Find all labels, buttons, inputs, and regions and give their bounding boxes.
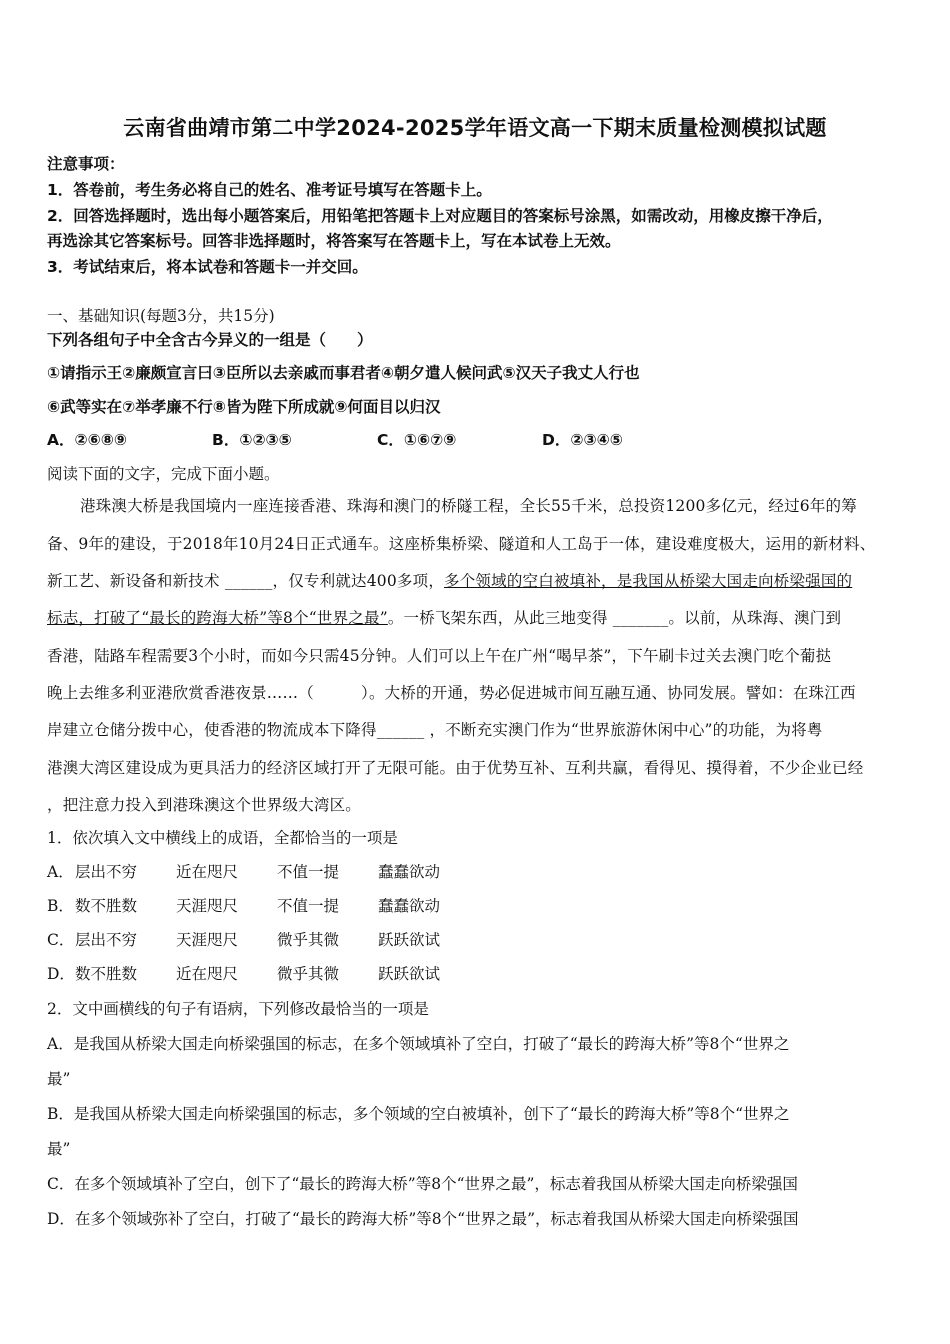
option-d: D．②③④⑤	[542, 431, 623, 449]
option-word: 不值一提	[277, 863, 340, 881]
option-word: 层出不穷	[75, 863, 138, 881]
passage-line: 晚上去维多利亚港欣赏香港夜景……（ ）。大桥的开通，势必促进城市间互融互通、协同发展。譬如：在珠江西	[47, 684, 856, 702]
option-word: 微乎其微	[277, 931, 340, 949]
reading-intro: 阅读下面的文字，完成下面小题。	[47, 465, 280, 483]
q2-option-a-cont: 最”	[47, 1070, 71, 1088]
q1-option-row	[47, 928, 479, 950]
passage-text: 新工艺、新设备和新技术 ______，仅专利就达400多项，	[47, 572, 445, 590]
option-c: C．①⑥⑦⑨	[377, 431, 457, 449]
option-word: 不值一提	[277, 897, 340, 915]
option-b: B．①②③⑤	[212, 431, 292, 449]
q2-option-d: D．在多个领域弥补了空白，打破了“最长的跨海大桥”等8个“世界之最”，标志着我国从桥梁大国走向桥梁强国	[47, 1210, 799, 1228]
underlined-sentence: 多个领域的空白被填补，是我国从桥梁大国走向桥梁强国的	[444, 572, 853, 590]
section-heading: 一、基础知识(每题3分，共15分)	[47, 307, 275, 325]
q1-option-row	[47, 860, 479, 882]
option-word: 天涯咫尺	[176, 931, 239, 949]
notice-item: 2．回答选择题时，选出每小题答案后，用铅笔把答题卡上对应题目的答案标号涂黑，如需改动，用橡皮擦干净后，	[47, 207, 833, 225]
answer-options	[47, 428, 623, 450]
question-1-stem: 1．依次填入文中横线上的成语，全都恰当的一项是	[47, 829, 398, 847]
option-word: 近在咫尺	[176, 965, 239, 983]
passage-line	[47, 569, 852, 591]
q2-option-b: B．是我国从桥梁大国走向桥梁强国的标志，多个领域的空白被填补，创下了“最长的跨海大桥”等8个“世界之	[47, 1105, 790, 1123]
notice-heading: 注意事项：	[47, 155, 125, 173]
option-letter: C．	[47, 931, 75, 949]
option-letter: D．	[47, 965, 75, 983]
passage-line: 香港，陆路车程需要3个小时，而如今只需45分钟。人们可以上午在广州“喝早茶”，下午刷卡过关去澳门吃个葡挞	[47, 647, 832, 665]
option-word: 近在咫尺	[176, 863, 239, 881]
q2-option-c: C．在多个领域填补了空白，创下了“最长的跨海大桥”等8个“世界之最”，标志着我国从桥梁大国走向桥梁强国	[47, 1175, 798, 1193]
passage-line: 岸建立仓储分拨中心，使香港的物流成本下降得______ ，不断充实澳门作为“世界旅游休闲中心”的功能，为将粤	[47, 721, 823, 739]
option-word: 数不胜数	[75, 897, 138, 915]
passage-line: 港澳大湾区建设成为更具活力的经济区域打开了无限可能。由于优势互补、互利共赢，看得见、摸得着，不少企业已经	[47, 759, 864, 777]
q2-option-b-cont: 最”	[47, 1140, 71, 1158]
option-a: A．②⑥⑧⑨	[47, 431, 127, 449]
option-letter: B．	[47, 897, 74, 915]
option-word: 蠢蠢欲动	[378, 897, 441, 915]
q1-option-row	[47, 894, 479, 916]
underlined-sentence: 标志，打破了“最长的跨海大桥”等8个“世界之最”	[47, 609, 388, 627]
notice-item: 1．答卷前，考生务必将自己的姓名、准考证号填写在答题卡上。	[47, 181, 492, 199]
option-word: 跃跃欲试	[378, 931, 441, 949]
q1-option-row	[47, 962, 479, 984]
passage-line: 港珠澳大桥是我国境内一座连接香港、珠海和澳门的桥隧工程，全长55千米，总投资1200多亿元，经过6年的筹	[80, 497, 857, 515]
passage-line: ，把注意力投入到港珠澳这个世界级大湾区。	[47, 796, 362, 814]
question-stem: 下列各组句子中全含古今异义的一组是（ ）	[47, 331, 373, 349]
option-word: 蠢蠢欲动	[378, 863, 441, 881]
option-word: 层出不穷	[75, 931, 138, 949]
question-2-stem: 2．文中画横线的句子有语病，下列修改最恰当的一项是	[47, 1000, 429, 1018]
option-word: 数不胜数	[75, 965, 138, 983]
option-word: 天涯咫尺	[176, 897, 239, 915]
sentence-group: ①请指示王②廉颇宣言曰③臣所以去亲戚而事君者④朝夕遣人候问武⑤汉天子我丈人行也	[47, 364, 640, 382]
option-word: 跃跃欲试	[378, 965, 441, 983]
option-word: 微乎其微	[277, 965, 340, 983]
passage-line	[47, 606, 841, 628]
sentence-group: ⑥武等实在⑦举孝廉不行⑧皆为陛下所成就⑨何面目以归汉	[47, 398, 441, 416]
page-title: 云南省曲靖市第二中学2024-2025学年语文高一下期末质量检测模拟试题	[123, 116, 827, 140]
passage-line: 备、9年的建设，于2018年10月24日正式通车。这座桥集桥梁、隧道和人工岛于一体，建设难度极大，运用的新材料、	[47, 535, 876, 553]
option-letter: A．	[47, 863, 74, 881]
passage-text: 。一桥飞架东西，从此三地变得 _______。以前，从珠海、澳门到	[387, 609, 842, 627]
notice-item: 3．考试结束后，将本试卷和答题卡一并交回。	[47, 258, 368, 276]
notice-item: 再选涂其它答案标号。回答非选择题时，将答案写在答题卡上，写在本试卷上无效。	[47, 232, 621, 250]
q2-option-a: A．是我国从桥梁大国走向桥梁强国的标志，在多个领域填补了空白，打破了“最长的跨海大桥”等8个“世界之	[47, 1035, 790, 1053]
